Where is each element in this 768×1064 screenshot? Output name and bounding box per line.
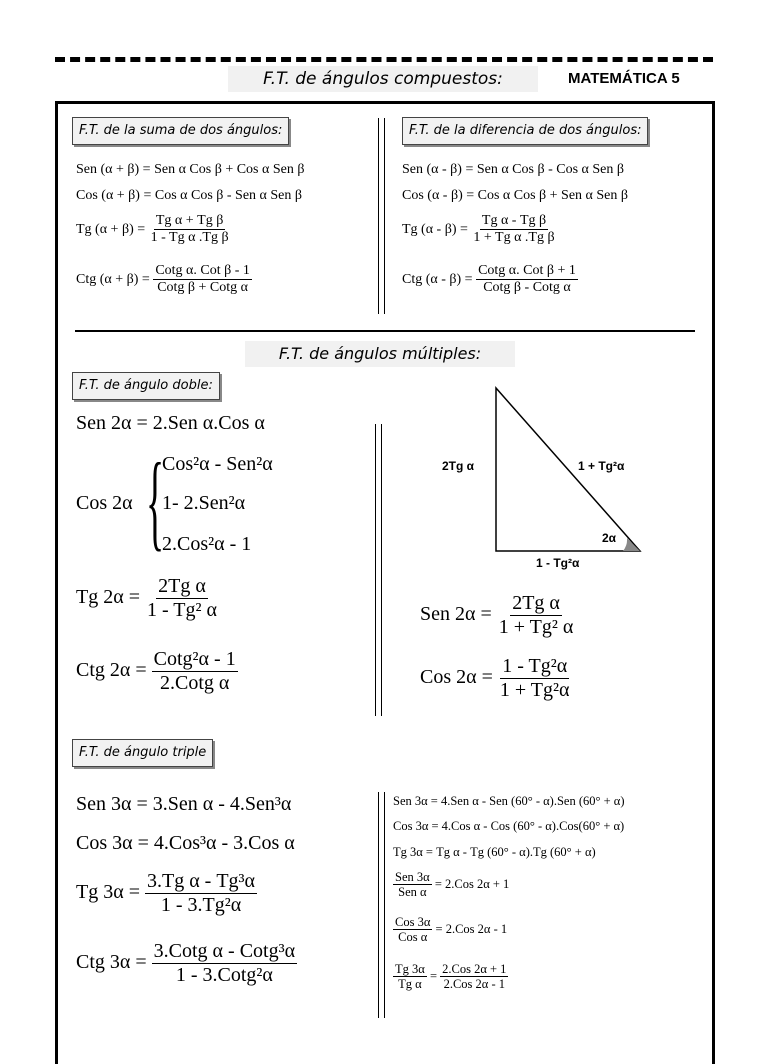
double-right-sen-lhs: Sen 2α = (420, 603, 492, 626)
ratio-tg-eq: = (429, 968, 437, 983)
diff-tg-formula (402, 213, 557, 246)
triple-sen-identity: Sen 3α = 4.Sen α - Sen (60° - α).Sen (60° + α) (393, 794, 625, 808)
sum-ctg-formula (76, 263, 252, 296)
double-right-sen-den: 1 + Tg² α (498, 616, 574, 638)
diff-tg-num: Tg α - Tg β (480, 213, 548, 230)
diff-tg-lhs: Tg (α - β) = (402, 221, 468, 237)
triple-ctg-num: 3.Cotg α - Cotg³α (153, 940, 296, 962)
double-tg-num: 2Tg α (158, 575, 206, 597)
triple-ratio-tg (393, 962, 508, 992)
sum-ctg-den: Cotg β + Cotg α (157, 280, 248, 296)
triangle-hypotenuse: 1 + Tg²α (578, 459, 625, 473)
subject-label: MATEMÁTICA 5 (568, 70, 680, 87)
ratio-sen-num: Sen 3α (395, 870, 430, 884)
diff-ctg-lhs: Ctg (α - β) = (402, 271, 473, 287)
triple-sen-formula: Sen 3α = 3.Sen α - 4.Sen³α (76, 793, 292, 815)
diff-ctg-den: Cotg β - Cotg α (483, 280, 571, 296)
sum-tg-lhs: Tg (α + β) = (76, 221, 146, 237)
page-title: F.T. de ángulos compuestos: (228, 66, 538, 92)
double-sen-tg-formula (420, 592, 575, 639)
diff-section-label: F.T. de la diferencia de dos ángulos: (402, 117, 648, 145)
double-tg-lhs: Tg 2α = (76, 586, 140, 609)
double-tg-formula (76, 575, 219, 622)
double-tg-den: 1 - Tg² α (146, 599, 217, 621)
triangle-left-side: 2Tg α (442, 459, 475, 473)
double-cos-option-1: Cos²α - Sen²α (162, 453, 273, 475)
double-right-cos-den: 1 + Tg²α (499, 679, 570, 701)
diff-ctg-num: Cotg α. Cot β + 1 (476, 263, 578, 280)
sum-section-label: F.T. de la suma de dos ángulos: (72, 117, 289, 145)
ratio-tg-den: Tg α (398, 977, 422, 992)
column-divider (378, 118, 385, 314)
triangle-angle-label: 2α (602, 531, 617, 545)
diff-tg-den: 1 + Tg α .Tg β (473, 230, 555, 246)
double-cos-option-2: 1- 2.Sen²α (162, 492, 246, 514)
sum-sen-formula: Sen (α + β) = Sen α Cos β + Cos α Sen β (76, 162, 305, 177)
section-divider (75, 330, 695, 332)
angle-marker (623, 538, 640, 551)
triple-ctg-lhs: Ctg 3α = (76, 951, 147, 974)
double-cos-lhs: Cos 2α (76, 492, 133, 514)
sum-tg-formula (76, 213, 231, 246)
double-ctg-den: 2.Cotg α (159, 672, 230, 694)
triple-tg-num: 3.Tg α - Tg³α (146, 870, 256, 892)
triple-cos-formula: Cos 3α = 4.Cos³α - 3.Cos α (76, 832, 295, 854)
triple-tg-identity: Tg 3α = Tg α - Tg (60° - α).Tg (60° + α) (393, 845, 596, 859)
double-divider (375, 424, 382, 716)
double-angle-label: F.T. de ángulo doble: (72, 372, 220, 400)
multiple-angles-title: F.T. de ángulos múltiples: (245, 341, 515, 367)
ratio-sen-rhs: = 2.Cos 2α + 1 (434, 876, 510, 891)
triple-tg-lhs: Tg 3α = (76, 881, 140, 904)
ratio-cos-den: Cos α (398, 930, 428, 945)
double-ctg-lhs: Ctg 2α = (76, 659, 147, 682)
triple-ctg-den: 1 - 3.Cotg²α (175, 964, 273, 986)
double-ctg-num: Cotg²α - 1 (153, 648, 236, 670)
double-ctg-formula (76, 648, 238, 695)
sum-tg-den: 1 - Tg α .Tg β (150, 230, 229, 246)
double-right-cos-lhs: Cos 2α = (420, 666, 493, 689)
triangle-bottom-side: 1 - Tg²α (536, 556, 580, 570)
sum-tg-num: Tg α + Tg β (154, 213, 225, 230)
ratio-tg-rhs-num: 2.Cos 2α + 1 (442, 962, 507, 976)
double-right-sen-num: 2Tg α (512, 592, 560, 614)
ratio-cos-num: Cos 3α (395, 915, 431, 929)
sum-ctg-lhs: Ctg (α + β) = (76, 271, 150, 287)
triple-cos-identity: Cos 3α = 4.Cos α - Cos (60° - α).Cos(60° + α) (393, 819, 625, 833)
ratio-sen-den: Sen α (398, 885, 427, 900)
triple-divider (378, 792, 385, 1018)
ratio-cos-rhs: = 2.Cos 2α - 1 (435, 921, 508, 936)
diff-sen-formula: Sen (α - β) = Sen α Cos β - Cos α Sen β (402, 162, 624, 177)
triple-tg-formula (76, 870, 257, 917)
dashed-top-rule (55, 57, 713, 62)
right-triangle-diagram (490, 384, 650, 556)
cos-brace: { (146, 442, 165, 561)
ratio-tg-rhs-den: 2.Cos 2α - 1 (443, 977, 505, 992)
triple-ctg-formula (76, 940, 297, 987)
triple-tg-den: 1 - 3.Tg²α (160, 894, 242, 916)
diff-ctg-formula (402, 263, 578, 296)
triple-ratio-cos (393, 915, 507, 945)
ratio-tg-num: Tg 3α (395, 962, 425, 976)
diff-cos-formula: Cos (α - β) = Cos α Cos β + Sen α Sen β (402, 188, 629, 203)
double-cos-option-3: 2.Cos²α - 1 (162, 533, 252, 555)
triple-ratio-sen (393, 870, 509, 900)
sum-cos-formula: Cos (α + β) = Cos α Cos β - Sen α Sen β (76, 188, 303, 203)
triple-angle-label: F.T. de ángulo triple (72, 739, 213, 767)
double-sen-formula: Sen 2α = 2.Sen α.Cos α (76, 412, 265, 434)
double-right-cos-num: 1 - Tg²α (502, 655, 568, 677)
double-cos-tg-formula (420, 655, 572, 702)
sum-ctg-num: Cotg α. Cot β - 1 (153, 263, 252, 280)
